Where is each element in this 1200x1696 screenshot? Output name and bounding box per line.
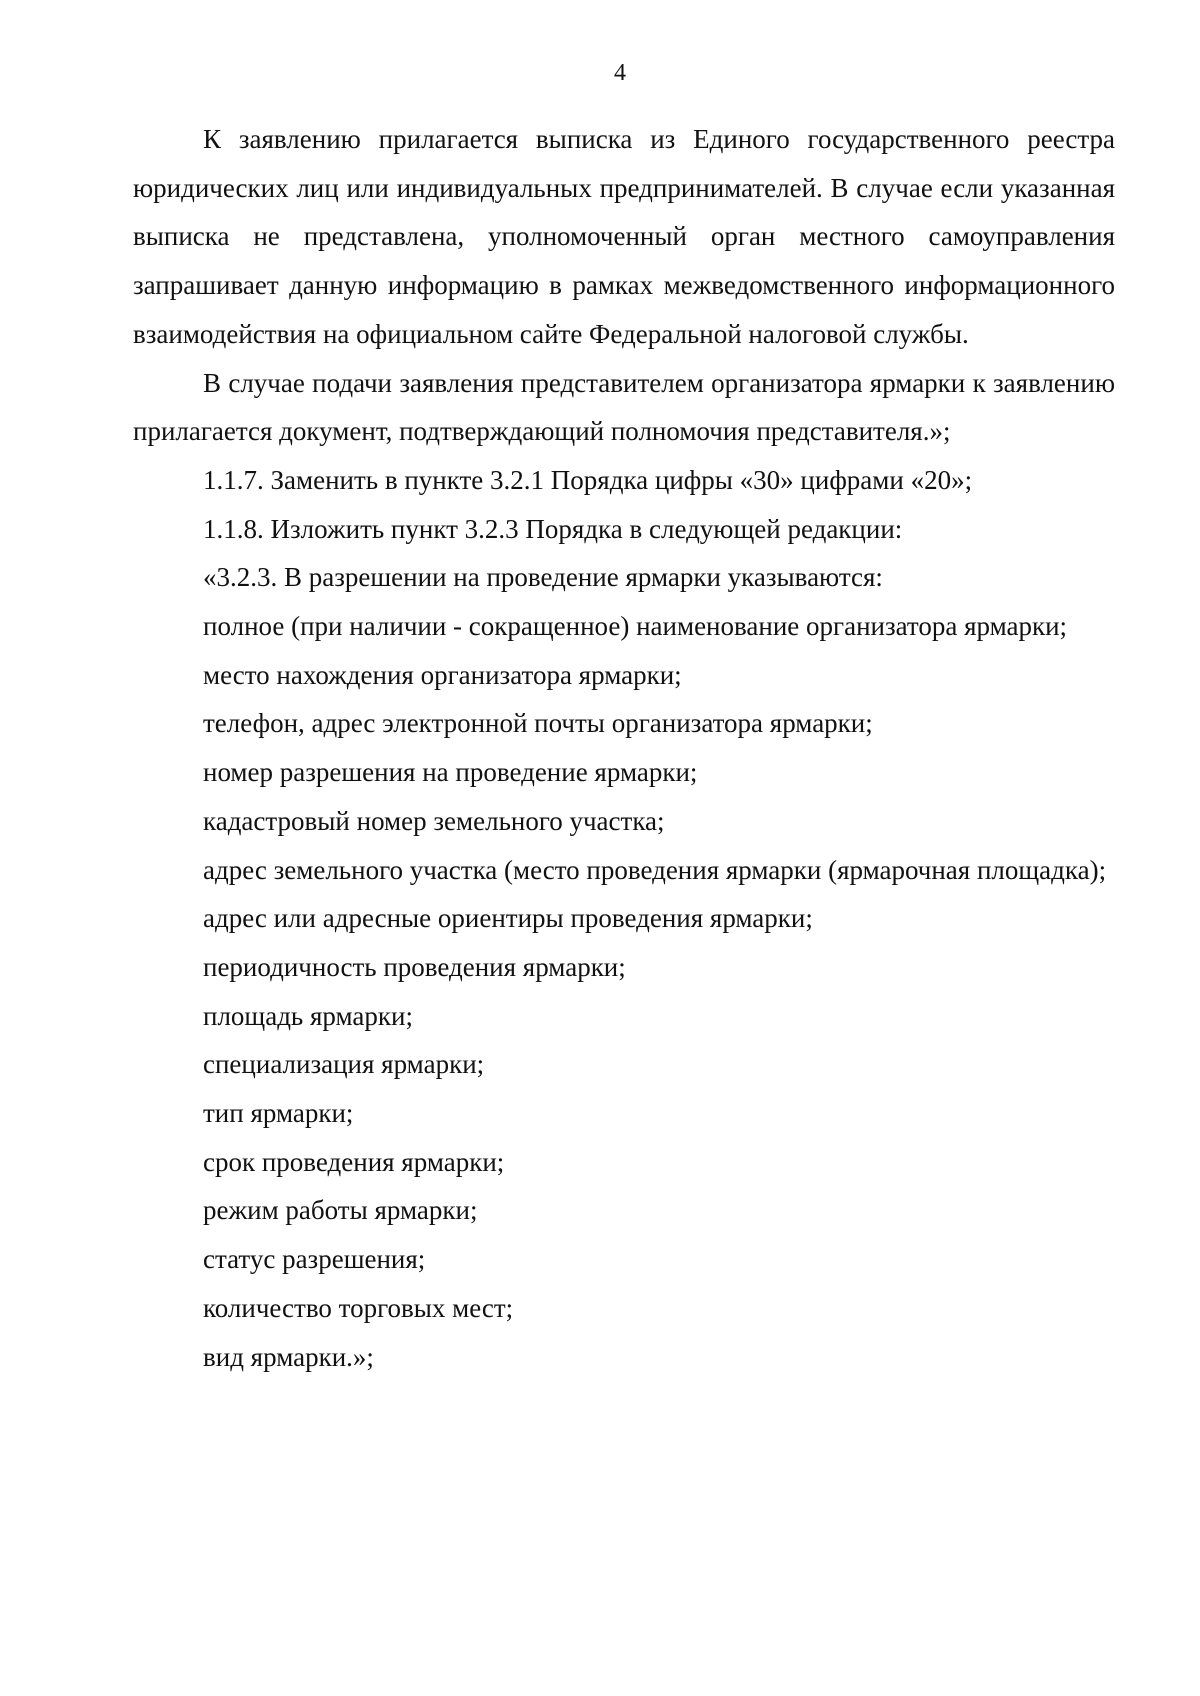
paragraph-item-3-2-3-intro: «3.2.3. В разрешении на проведение ярмарки указываются: [203,562,883,593]
list-item-organizer-name: полное (при наличии - сокращенное) наименование организатора ярмарки; [203,611,1068,642]
list-item-specialization: специализация ярмарки; [203,1049,485,1080]
list-item-type: тип ярмарки; [203,1098,354,1129]
list-item-periodicity: периодичность проведения ярмарки; [203,951,626,982]
list-item-permit-status: статус разрешения; [203,1244,426,1275]
list-item-area: площадь ярмарки; [203,1000,413,1031]
list-item-fair-kind: вид ярмарки.»; [203,1341,374,1372]
list-item-land-address: адрес земельного участка (место проведения ярмарки (ярмарочная площадка); [203,854,1107,885]
list-item-permit-number: номер разрешения на проведение ярмарки; [203,757,698,788]
list-item-organizer-location: место нахождения организатора ярмарки; [203,659,682,690]
list-item-organizer-contacts: телефон, адрес электронной почты организатора ярмарки; [203,708,873,739]
list-item-cadastral-number: кадастровый номер земельного участка; [203,805,665,836]
list-item-trading-places: количество торговых мест; [203,1292,514,1323]
paragraph-representative-document: В случае подачи заявления представителем организатора ярмарки к заявлению прилагается документ, подтверждающий полномочия представителя.»; [133,367,1115,447]
paragraph-item-1-1-8: 1.1.8. Изложить пункт 3.2.3 Порядка в следующей редакции: [203,513,903,544]
paragraph-item-1-1-7: 1.1.7. Заменить в пункте 3.2.1 Порядка цифры «30» цифрами «20»; [203,464,973,495]
list-item-address-landmarks: адрес или адресные ориентиры проведения ярмарки; [203,903,813,934]
page-number: 4 [614,60,626,86]
paragraph-extract-attachment: К заявлению прилагается выписка из Единого государственного реестра юридических лиц или индивидуальных предпринимателей. В случае если указанная выписка не представлена, уполномоченный орган местного самоуправления запрашивает данную информацию в рамках межведомственного информационного взаимодействия на официальном сайте Федеральной налоговой службы. [133,124,1115,349]
document-body [133,115,1115,1381]
list-item-working-hours: режим работы ярмарки; [203,1195,478,1226]
list-item-duration: срок проведения ярмарки; [203,1146,505,1177]
